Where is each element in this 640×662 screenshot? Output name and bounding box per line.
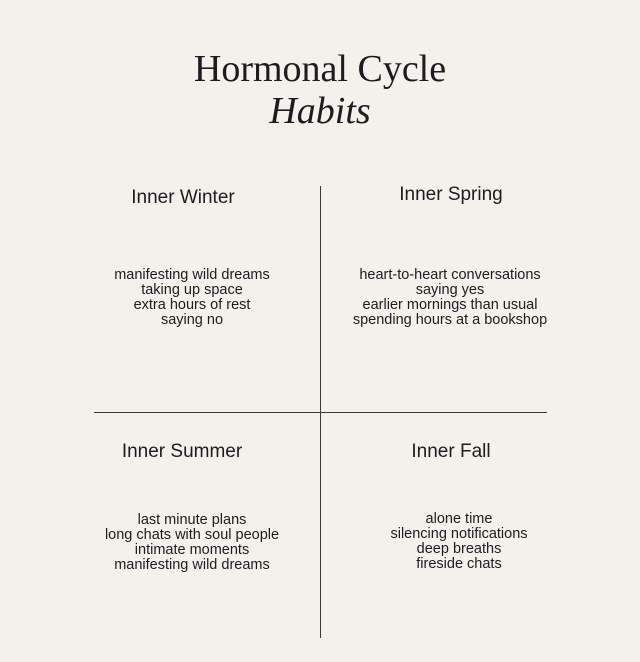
habit-list [329, 512, 589, 572]
habit-item: deep breaths [416, 541, 502, 557]
habit-item: long chats with soul people [104, 527, 280, 543]
habit-item: spending hours at a bookshop [352, 312, 548, 328]
habit-item: heart-to-heart conversations [359, 267, 541, 283]
habit-list [320, 268, 580, 328]
habit-item: manifesting wild dreams [114, 557, 270, 573]
habit-item: intimate moments [134, 542, 250, 558]
habit-item: saying no [160, 312, 224, 328]
habit-item: fireside chats [416, 556, 502, 572]
quadrant-heading: Inner Summer [121, 441, 243, 462]
page-subtitle: Habits [269, 90, 371, 132]
habit-item: silencing notifications [390, 526, 528, 542]
page-title: Hormonal Cycle [193, 48, 447, 90]
habit-item: saying yes [415, 282, 485, 298]
habit-item: taking up space [141, 282, 243, 298]
habit-list [62, 513, 322, 573]
horizontal-divider [94, 412, 547, 413]
habit-item: earlier mornings than usual [362, 297, 538, 313]
habit-item: manifesting wild dreams [114, 267, 270, 283]
habit-item: alone time [425, 511, 493, 527]
quadrant-heading: Inner Fall [411, 441, 491, 462]
habit-item: extra hours of rest [133, 297, 251, 313]
habit-item: last minute plans [137, 512, 247, 528]
habit-list [62, 268, 322, 328]
quadrant-heading: Inner Spring [399, 184, 503, 205]
quadrant-heading: Inner Winter [131, 187, 235, 208]
